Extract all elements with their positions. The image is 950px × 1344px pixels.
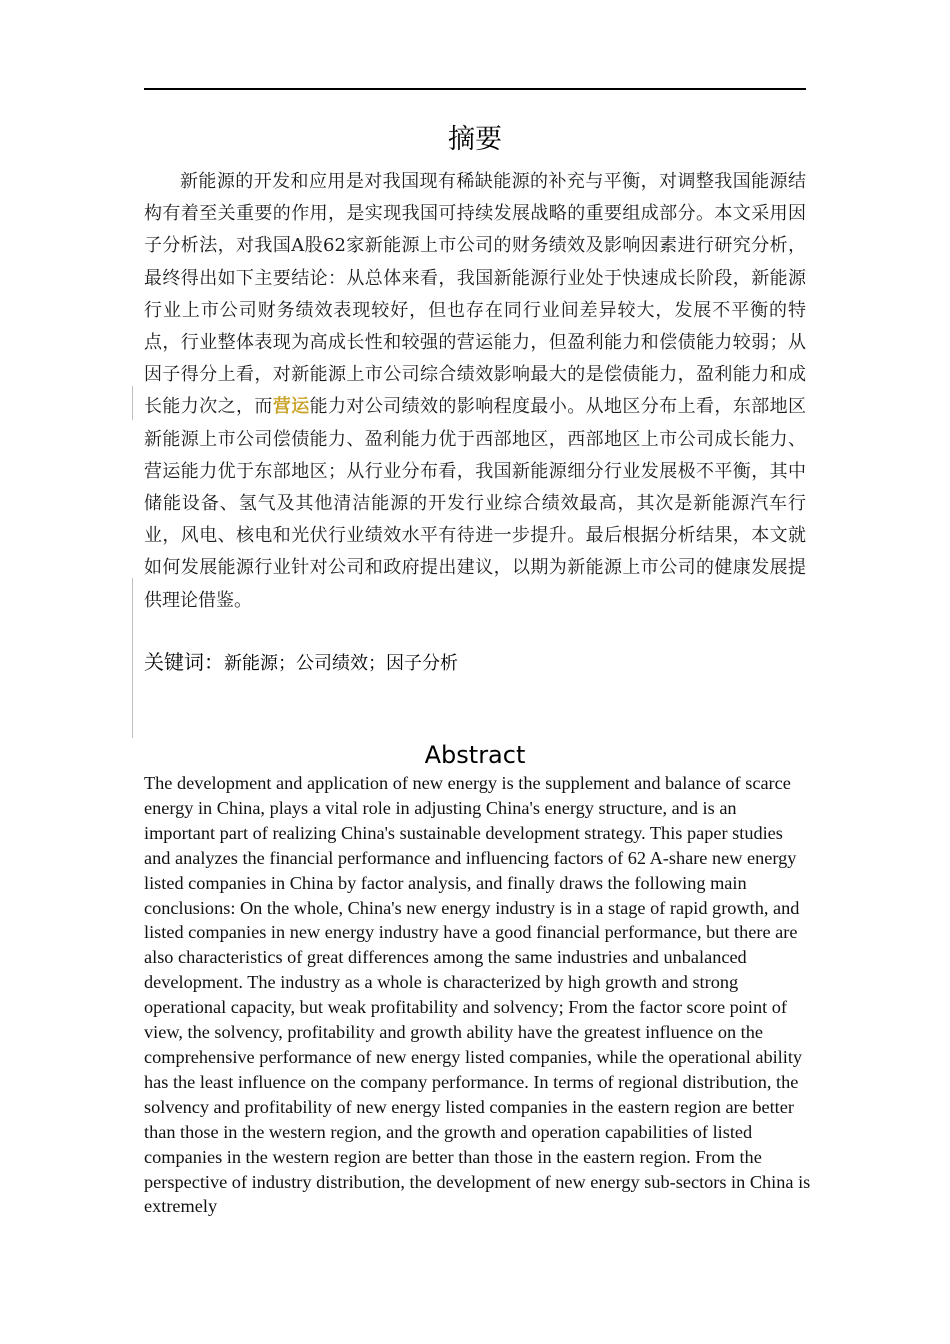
keywords-text: 新能源；公司绩效；因子分析 <box>224 653 458 674</box>
keywords-line <box>144 647 806 679</box>
margin-change-bar <box>132 578 133 738</box>
abstract-cn-text-part1: 新能源的开发和应用是对我国现有稀缺能源的补充与平衡，对调整我国能源结构有着至关重要的作用，是实现我国可持续发展战略的重要组成部分。本文采用因子分析法，对我国A股62家新能源上市公司的财务绩效及影响因素进行研究分析，最终得出如下主要结论：从总体来看，我国新能源行业处于快速成长阶段，新能源行业上市公司财务绩效表现较好，但也存在同行业间差异较大，发展不平衡的特点，行业整体表现为高成长性和较强的营运能力，但盈利能力和偿债能力较弱；从因子得分上看，对新能源上市公司综合绩效影响最大的是偿债能力，盈利能力和成长能力次之，而 <box>144 171 806 418</box>
abstract-cn-text-part2: 能力对公司绩效的影响程度最小。从地区分布上看，东部地区新能源上市公司偿债能力、盈利能力优于西部地区，西部地区上市公司成长能力、营运能力优于东部地区；从行业分布看，我国新能源细分行业发展极不平衡，其中储能设备、氢气及其他清洁能源的开发行业综合绩效最高，其次是新能源汽车行业，风电、核电和光伏行业绩效水平有待进一步提升。最后根据分析结果，本文就如何发展能源行业针对公司和政府提出建议，以期为新能源上市公司的健康发展提供理论借鉴。 <box>144 396 807 611</box>
abstract-cn-title: 摘要 <box>448 124 502 155</box>
header-rule <box>144 88 806 90</box>
highlighted-term: 营运 <box>272 396 310 418</box>
margin-change-bar <box>132 386 133 420</box>
abstract-cn-body <box>144 166 806 617</box>
abstract-en-title: Abstract <box>424 741 526 769</box>
abstract-en-body: The development and application of new energy is the supplement and balance of scarce energy in China, plays a vital role in adjusting China's energy structure, and is an important part of realizing China's sustainable development strategy. This paper studies and analyzes the financial performance and influencing factors of 62 A-share new energy listed companies in China by factor analysis, and finally draws the following main conclusions: On the whole, China's new energy industry is in a stage of rapid growth, and listed companies in new energy industry have a good financial performance, but there are also characteristics of great differences among the same industries and unbalanced development. The industry as a whole is characterized by high growth and strong operational capacity, but weak profitability and solvency; From the factor score point of view, the solvency, profitability and growth ability have the greatest influence on the comprehensive performance of new energy listed companies, while the operational ability has the least influence on the company performance. In terms of regional distribution, the solvency and profitability of new energy listed companies in the eastern region are better than those in the western region, and the growth and operation capabilities of listed companies in the western region are better than those in the eastern region. From the perspective of industry distribution, the development of new energy sub-sectors in China is extremely <box>144 773 811 1217</box>
keywords-label: 关键词： <box>144 650 224 674</box>
